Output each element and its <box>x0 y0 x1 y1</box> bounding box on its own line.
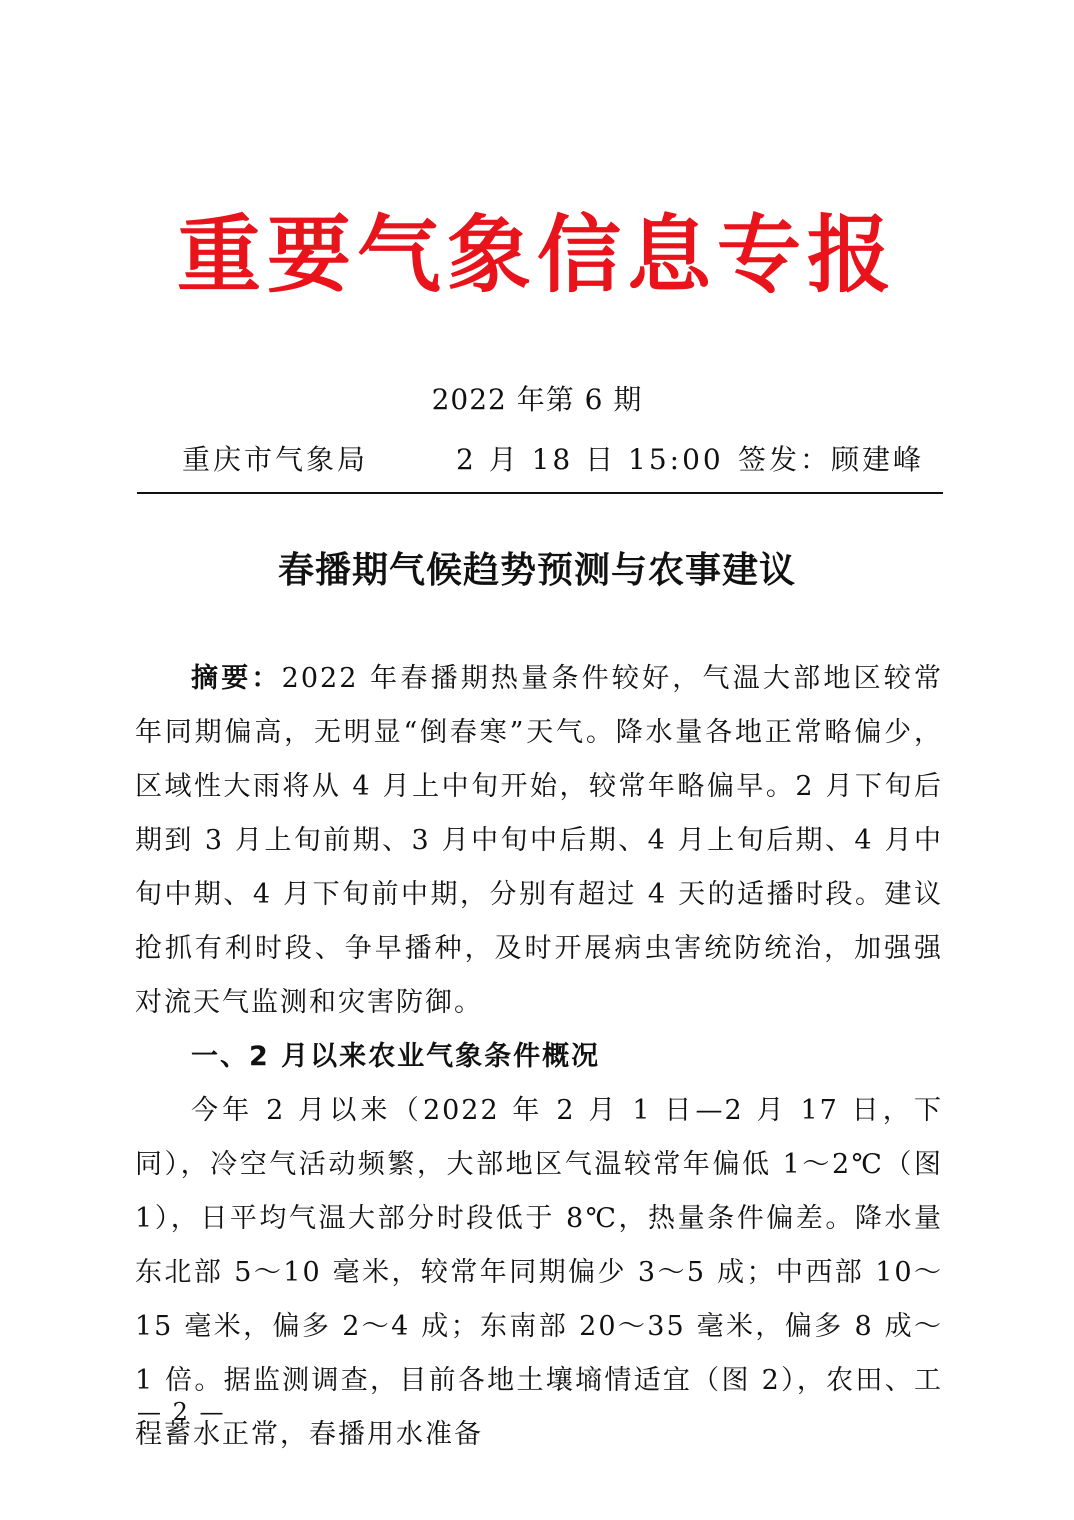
page-number: — 2 — <box>137 1398 226 1426</box>
issuing-organization: 重庆市气象局 <box>182 443 369 476</box>
abstract-text: 2022 年春播期热量条件较好，气温大部地区较常年同期偏高，无明显“倒春寒”天气。降水量各地正常略偏少，区域性大雨将从 4 月上中旬开始，较常年略偏早。2 月下旬后期到 3 月上旬前期、3 月中旬中后期、4 月上旬后期、4 月中旬中期、4 月下旬前中期，分别有超过 4 天的适播时段。建议抢抓有利时段、争早播种，及时开展病虫害统防统治，加强强对流天气监测和灾害防御。 <box>135 663 944 1018</box>
document-title: 春播期气候趋势预测与农事建议 <box>277 549 796 591</box>
section-heading: 一、2 月以来农业气象条件概况 <box>191 1041 601 1072</box>
signer: 签发：顾建峰 <box>738 443 925 476</box>
issue-date: 2 月 18 日 15:00 <box>456 443 724 476</box>
masthead-title: 重要气象信息专报 <box>176 205 897 304</box>
issue-number: 2022 年第 6 期 <box>431 383 643 416</box>
abstract-paragraph <box>135 652 943 1030</box>
abstract-label: 摘要： <box>191 663 282 694</box>
document-body <box>135 652 943 1462</box>
section-paragraph: 今年 2 月以来（2022 年 2 月 1 日—2 月 17 日，下同），冷空气活动频繁，大部地区气温较常年偏低 1～2℃（图 1），日平均气温大部分时段低于 8℃，热量条件偏差。降水量东北部 5～10 毫米，较常年同期偏少 3～5 成；中西部 10～15 毫米，偏多 2～4 成；东南部 20～35 毫米，偏多 8 成～1 倍。据监测调查，目前各地土壤墒情适宜（图 2），农田、工程蓄水正常，春播用水准备 <box>135 1095 943 1450</box>
header-divider <box>137 492 943 494</box>
